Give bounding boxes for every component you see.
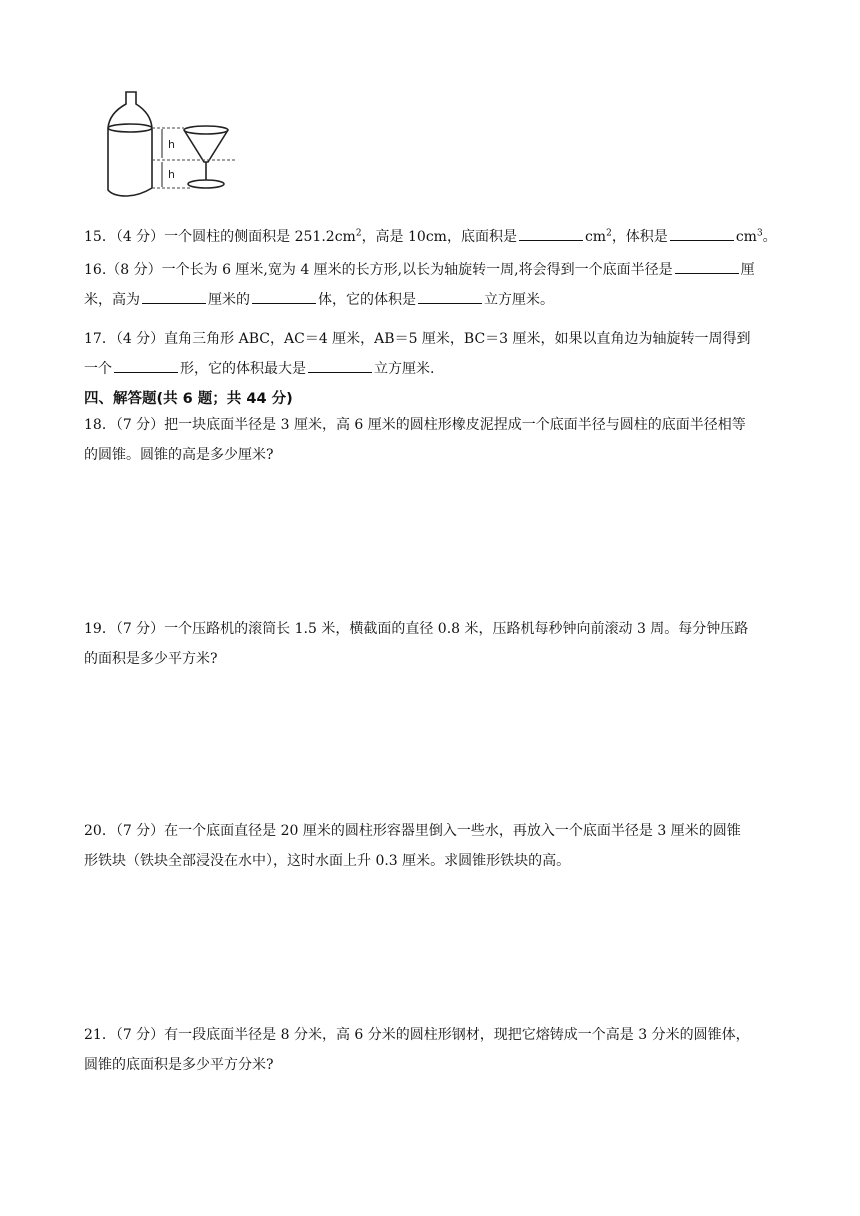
question-19 (84, 614, 814, 674)
question-21-line-1: 21．（7 分）有一段底面半径是 8 分米，高 6 分米的圆柱形钢材，现把它熔铸成一个高是 3 分米的圆锥体， (84, 1027, 750, 1043)
question-20-line-1: 20．（7 分）在一个底面直径是 20 厘米的圆柱形容器里倒入一些水，再放入一个底面半径是 3 厘米的圆锥 (84, 823, 741, 839)
question-16 (84, 255, 814, 315)
question-20 (84, 816, 814, 876)
question-19-line-2: 的面积是多少平方米? (84, 651, 218, 667)
figure-h-bottom-label: h (168, 168, 175, 181)
figure-h-top-label: h (168, 138, 175, 151)
question-17-line-2: 一个 形，它的体积最大是 立方厘米. (84, 354, 814, 384)
answer-blank[interactable] (519, 224, 583, 241)
question-20-line-2: 形铁块（铁块全部浸没在水中），这时水面上升 0.3 厘米。求圆锥形铁块的高。 (84, 853, 571, 869)
question-16-line-1: 16.（8 分）一个长为 6 厘米,宽为 4 厘米的长方形,以长为轴旋转一周,将会得到一个底面半径是 厘 (84, 255, 814, 285)
answer-blank[interactable] (252, 287, 316, 304)
answer-blank[interactable] (418, 287, 482, 304)
answer-blank[interactable] (142, 287, 206, 304)
question-18-line-1: 18．（7 分）把一块底面半径是 3 厘米，高 6 厘米的圆柱形橡皮泥捏成一个底面半径与圆柱的底面半径相等 (84, 417, 746, 433)
bottle-goblet-figure (106, 88, 242, 198)
question-21 (84, 1020, 814, 1080)
answer-blank[interactable] (675, 257, 739, 274)
question-18-line-2: 的圆锥。圆锥的高是多少厘米? (84, 447, 274, 463)
question-21-line-2: 圆锥的底面积是多少平方分米? (84, 1057, 274, 1073)
question-18 (84, 410, 814, 470)
question-16-line-2: 米，高为 厘米的 体，它的体积是 立方厘米。 (84, 285, 814, 315)
answer-blank[interactable] (114, 356, 178, 373)
answer-blank[interactable] (670, 224, 734, 241)
question-15: 15．（4 分）一个圆柱的侧面积是 $251.2cm^2$，高是 10cm，底面积是 $cm^2$，体积是 $cm^3$。 (84, 222, 814, 252)
section-heading: 四、解答题(共 6 题；共 44 分) (84, 391, 293, 407)
question-19-line-1: 19．（7 分）一个压路机的滚筒长 1.5 米，横截面的直径 0.8 米，压路机每秒钟向前滚动 3 周。每分钟压路 (84, 621, 749, 637)
question-17 (84, 324, 814, 384)
question-17-line-1: 17．（4 分）直角三角形 ABC，AC＝4 厘米，AB＝5 厘米，BC＝3 厘米，如果以直角边为轴旋转一周得到 (84, 331, 751, 347)
answer-blank[interactable] (308, 356, 372, 373)
